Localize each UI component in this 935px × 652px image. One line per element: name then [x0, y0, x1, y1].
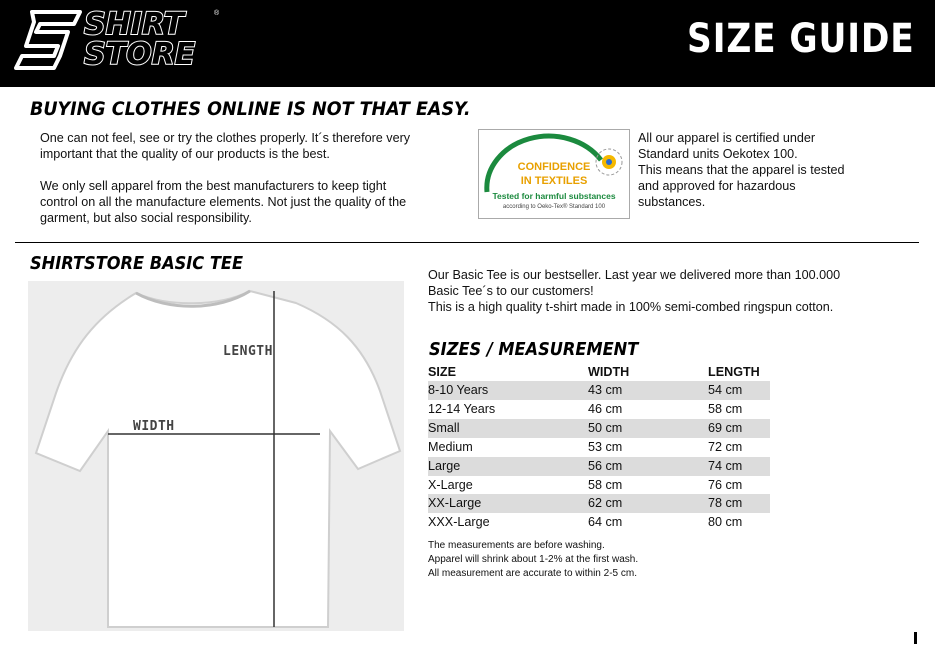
- intro-paragraph-2: [40, 178, 406, 226]
- cell-size: Medium: [428, 439, 473, 454]
- text-line: Standard units Oekotex 100.: [638, 147, 798, 161]
- text-line: This is a high quality t-shirt made in 100% semi-combed ringspun cotton.: [428, 300, 834, 314]
- table-row: [428, 457, 770, 476]
- cell-length: 58 cm: [708, 401, 743, 416]
- text-line: and approved for hazardous: [638, 179, 796, 193]
- logo-word-shirt: SHIRT: [84, 7, 185, 42]
- oeko-badge-line2: IN TEXTILES: [520, 175, 588, 187]
- oeko-tex-badge: [478, 129, 630, 219]
- text-line: control on all the manufacture elements. Not just the quality of the: [40, 195, 407, 209]
- col-header-size: SIZE: [428, 365, 456, 379]
- tshirt-illustration-icon: [28, 281, 404, 631]
- table-row: [428, 438, 770, 457]
- cell-length: 76 cm: [708, 477, 743, 492]
- cell-length: 69 cm: [708, 419, 770, 438]
- logo-word-store: STORE: [84, 37, 196, 72]
- cell-size: 8-10 Years: [428, 381, 588, 400]
- measurement-notes: [428, 539, 638, 581]
- text-line: important that the quality of our products is the best.: [40, 147, 330, 161]
- cell-size: 12-14 Years: [428, 401, 496, 416]
- cell-width: 56 cm: [588, 457, 708, 476]
- table-row: [428, 419, 770, 438]
- cell-width: 58 cm: [588, 477, 623, 492]
- intro-paragraph-1: [40, 130, 410, 162]
- shirtstore-logo[interactable]: [14, 7, 226, 72]
- text-line: Our Basic Tee is our bestseller. Last year we delivered more than 100.000: [428, 268, 841, 282]
- text-line: Basic Tee´s to our customers!: [428, 284, 594, 298]
- page-title: SIZE GUIDE: [687, 16, 915, 62]
- text-line: garment, but also social responsibility.: [40, 211, 252, 225]
- table-row: [428, 494, 770, 513]
- cell-width: 64 cm: [588, 515, 623, 530]
- page-marker: [914, 632, 917, 644]
- cell-size: XX-Large: [428, 494, 588, 513]
- tshirt-image: [28, 281, 404, 631]
- table-row: [428, 476, 770, 495]
- width-label: WIDTH: [133, 419, 175, 434]
- text-line: substances.: [638, 195, 706, 209]
- intro-heading: BUYING CLOTHES ONLINE IS NOT THAT EASY.: [30, 98, 471, 120]
- oeko-badge-line1: CONFIDENCE: [517, 161, 591, 173]
- cell-length: 54 cm: [708, 381, 770, 400]
- logo-trademark: ®: [214, 10, 220, 17]
- size-table: [428, 363, 770, 532]
- sizes-heading: SIZES / MEASUREMENT: [429, 339, 639, 360]
- note-line: Apparel will shrink about 1-2% at the first wash.: [428, 554, 639, 565]
- text-line: All our apparel is certified under: [638, 131, 816, 145]
- cell-length: 78 cm: [708, 494, 770, 513]
- cell-size: Small: [428, 419, 588, 438]
- oeko-badge-standard: according to Oeko-Tex® Standard 100: [502, 204, 606, 210]
- table-row: [428, 400, 770, 419]
- text-line: This means that the apparel is tested: [638, 163, 845, 177]
- logo-s-mark-icon: [14, 10, 82, 70]
- product-description: [428, 267, 840, 315]
- length-label: LENGTH: [223, 344, 273, 359]
- cell-length: 80 cm: [708, 515, 743, 530]
- oeko-badge-subtitle: Tested for harmful substances: [492, 191, 616, 201]
- table-row: [428, 513, 770, 532]
- cell-size: Large: [428, 457, 588, 476]
- cell-width: 43 cm: [588, 381, 708, 400]
- cell-width: 62 cm: [588, 494, 708, 513]
- text-line: One can not feel, see or try the clothes properly. It´s therefore very: [40, 131, 411, 145]
- cell-length: 74 cm: [708, 457, 770, 476]
- product-heading: SHIRTSTORE BASIC TEE: [30, 253, 244, 274]
- section-divider: [15, 242, 919, 243]
- cell-size: XXX-Large: [428, 515, 490, 530]
- note-line: All measurement are accurate to within 2-5 cm.: [428, 568, 637, 579]
- table-header-row: [428, 363, 770, 381]
- cell-width: 50 cm: [588, 419, 708, 438]
- note-line: The measurements are before washing.: [428, 540, 605, 551]
- cell-size: X-Large: [428, 477, 473, 492]
- header-bar: [0, 0, 935, 87]
- cell-width: 53 cm: [588, 439, 623, 454]
- table-row: [428, 381, 770, 400]
- cell-width: 46 cm: [588, 401, 623, 416]
- text-line: We only sell apparel from the best manufacturers to keep tight: [40, 179, 387, 193]
- cell-length: 72 cm: [708, 439, 743, 454]
- certification-text: [638, 130, 845, 210]
- col-header-length: LENGTH: [708, 365, 760, 379]
- col-header-width: WIDTH: [588, 365, 630, 379]
